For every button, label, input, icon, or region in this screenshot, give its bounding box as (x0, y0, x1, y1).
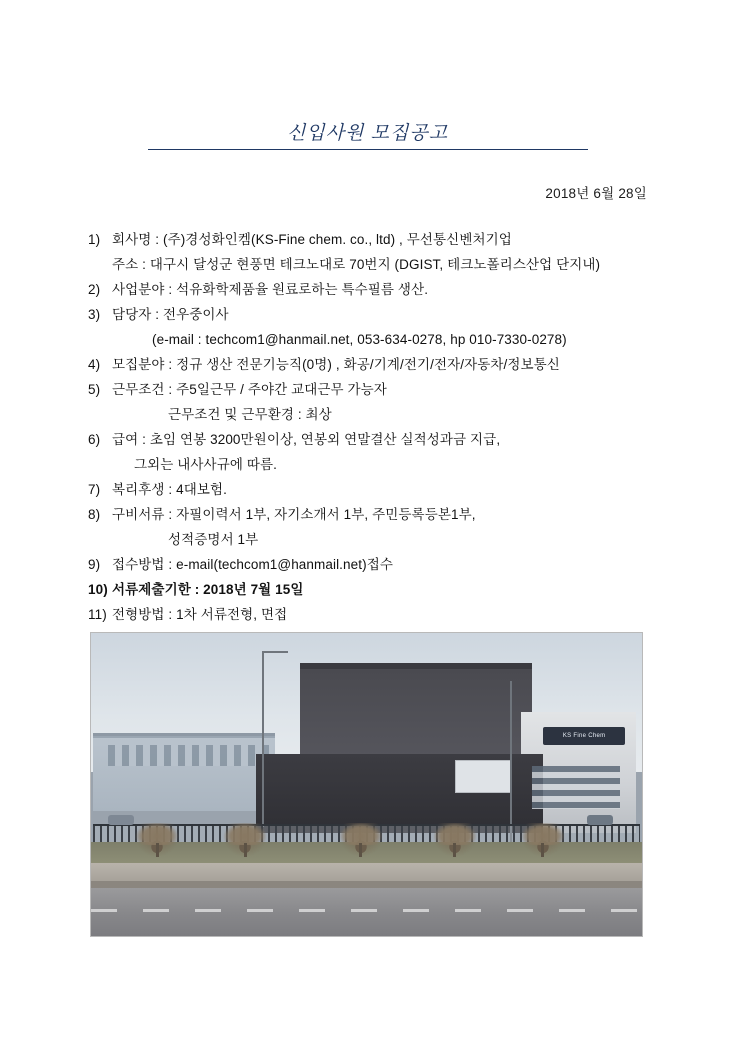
tree-canopy (433, 823, 477, 845)
parked-car (587, 815, 613, 825)
list-item-text: 사업분야 : 석유화학제품율 원료로하는 특수필름 생산. (112, 282, 429, 297)
list-item (88, 427, 668, 452)
photo-right-building-windows (532, 766, 620, 808)
document-date: 2018년 6월 28일 (545, 186, 647, 201)
list-item-text: 모집분야 : 정규 생산 전문기능직(0명) , 화공/기계/전기/전자/자동차/정보통신 (112, 357, 560, 372)
tree-canopy (223, 823, 267, 845)
list-item (88, 552, 668, 577)
list-item-deadline (88, 577, 668, 602)
page-title: 신입사원 모집공고 (286, 123, 449, 144)
list-item-number: 6) (88, 432, 101, 447)
list-item (88, 602, 668, 627)
list-item-number: 9) (88, 557, 101, 572)
contact-line: (e-mail : techcom1@hanmail.net, 053-634-0278, hp 010-7330-0278) (152, 332, 567, 347)
list-item-number: 11) (88, 607, 107, 622)
tree-canopy (521, 823, 565, 845)
work-environment-line: 근무조건 및 근무환경 : 최상 (168, 407, 332, 422)
announcement-list (88, 227, 668, 627)
photo-sidewalk (91, 863, 642, 881)
list-item (88, 302, 668, 327)
company-sign: KS Fine Chem (543, 727, 626, 745)
list-item (88, 352, 668, 377)
list-item-number: 1) (88, 232, 101, 247)
tree-icon (223, 823, 267, 857)
list-item-text: 접수방법 : e-mail(techcom1@hanmail.net)접수 (112, 557, 393, 572)
list-item-number: 10) (88, 582, 108, 597)
salary-note-line: 그외는 내사사규에 따름. (134, 457, 277, 472)
list-item-text: 근무조건 : 주5일근무 / 주야간 교대근무 가능자 (112, 382, 387, 397)
photo-road (91, 888, 642, 936)
tree-icon (521, 823, 565, 857)
company-building-photo (90, 632, 643, 937)
parked-car (108, 815, 134, 825)
company-address-line: 주소 : 대구시 달성군 현풍면 테크노대로 70번지 (DGIST, 테크노폴리스산업 단지내) (112, 257, 601, 272)
list-item (88, 502, 668, 527)
title-container (0, 118, 735, 145)
list-item-number: 2) (88, 282, 101, 297)
photo-content (91, 633, 642, 936)
title-divider (148, 149, 588, 150)
tree-icon (433, 823, 477, 857)
list-item-text: 담당자 : 전우중이사 (112, 307, 229, 322)
list-item-text: 구비서류 : 자필이력서 1부, 자기소개서 1부, 주민등록등본1부, (112, 507, 476, 522)
list-item-text: 전형방법 : 1차 서류전형, 면접 (112, 607, 288, 622)
list-item-number: 4) (88, 357, 101, 372)
list-item-number: 5) (88, 382, 101, 397)
photo-road-marking (91, 909, 642, 912)
list-item-number: 3) (88, 307, 101, 322)
documents-extra-line: 성적증명서 1부 (168, 532, 259, 547)
tree-icon (135, 823, 179, 857)
list-item (88, 277, 668, 302)
list-item-text: 회사명 : (주)경성화인켐(KS-Fine chem. co., ltd) , 무선통신벤처기업 (112, 232, 512, 247)
tree-canopy (135, 823, 179, 845)
list-item-number: 7) (88, 482, 101, 497)
photo-left-building-windows (108, 745, 273, 766)
photo-wall-panel (455, 760, 512, 792)
tree-icon (339, 823, 383, 857)
list-item (88, 377, 668, 402)
list-item-text: 서류제출기한 : 2018년 7월 15일 (112, 582, 304, 597)
list-item-text: 복리후생 : 4대보험. (112, 482, 227, 497)
list-item-text: 급여 : 초임 연봉 3200만원이상, 연봉외 연말결산 실적성과금 지급, (112, 432, 501, 447)
list-item (88, 227, 668, 252)
street-lamp-icon (262, 651, 264, 827)
list-item (88, 477, 668, 502)
list-item-number: 8) (88, 507, 101, 522)
tree-canopy (339, 823, 383, 845)
